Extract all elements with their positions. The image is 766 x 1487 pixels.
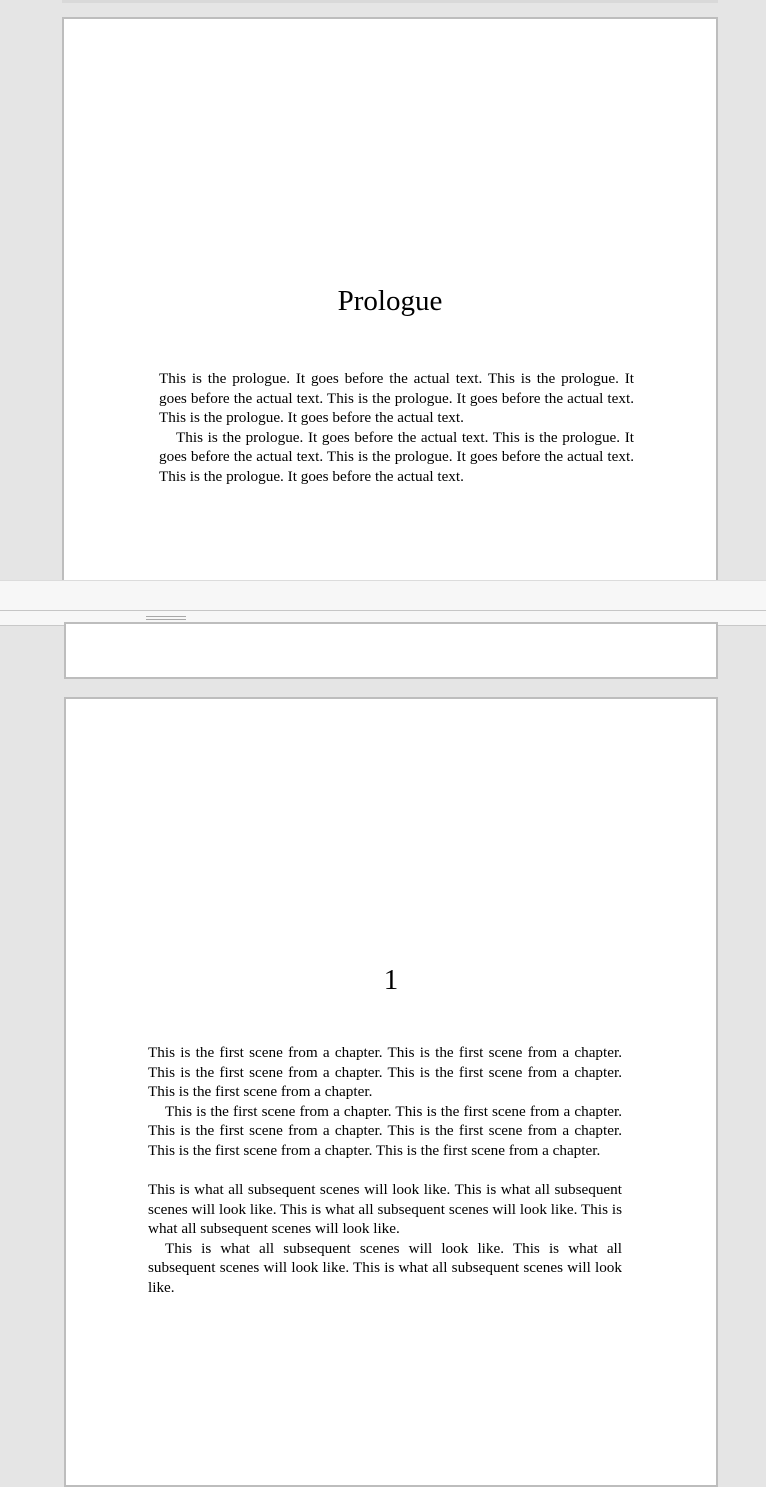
splitter-divider-line [0, 610, 766, 611]
chapter-title-number: 1 [383, 964, 399, 996]
paragraph: This is what all subsequent scenes will look like. This is what all subsequent scenes will look like. This is what all subsequent scenes will look like. This is what all subsequent scenes will look like. [148, 1181, 622, 1237]
document-page-prologue [62, 17, 718, 617]
chapter-text-block[interactable] [148, 1043, 622, 1297]
chapter-title-prologue: Prologue [337, 285, 443, 317]
document-page-bottom-edge [64, 622, 718, 679]
paragraph: This is the first scene from a chapter. This is the first scene from a chapter. This is the first scene from a chapter. This is the first scene from a chapter. This is the first scene from a chapter. [148, 1044, 622, 1100]
prologue-text-block[interactable] [159, 369, 634, 486]
paragraph: This is what all subsequent scenes will look like. This is what all subsequent scenes will look like. This is what all subsequent scenes will look like. [148, 1239, 622, 1296]
document-page-chapter-1 [64, 697, 718, 1487]
paragraph: This is the prologue. It goes before the actual text. This is the prologue. It goes before the actual text. This is the prologue. It goes before the actual text. This is the prologue. It goes before the actual text. [159, 428, 634, 485]
previous-page-edge [62, 0, 718, 3]
paragraph: This is the first scene from a chapter. This is the first scene from a chapter. This is the first scene from a chapter. This is the first scene from a chapter. This is the first scene from a chapter. This is the first scene from a chapter. [148, 1102, 622, 1159]
pane-splitter[interactable] [0, 580, 766, 626]
paragraph: This is the prologue. It goes before the actual text. This is the prologue. It goes before the actual text. This is the prologue. It goes before the actual text. This is the prologue. It goes before the actual text. [159, 370, 634, 426]
splitter-grip-handle[interactable] [146, 616, 186, 620]
scene-break [148, 1160, 622, 1180]
